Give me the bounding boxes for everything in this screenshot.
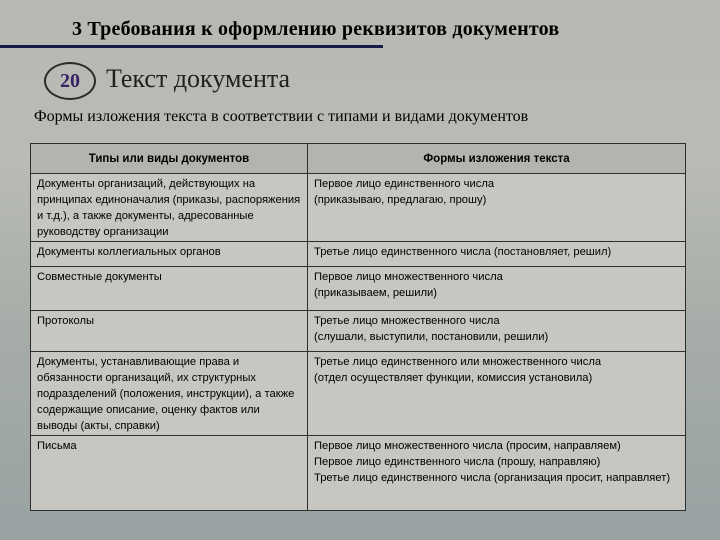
table-row <box>31 311 686 352</box>
column-header-types: Типы или виды документов <box>31 144 308 174</box>
text-form-cell <box>308 352 686 436</box>
table-header-row <box>31 144 686 174</box>
table-caption: Формы изложения текста в соответствии с типами и видами документов <box>34 108 529 125</box>
requirements-table <box>30 143 686 511</box>
text-form-line: Первое лицо единственного числа (прошу, направляю) <box>314 456 601 468</box>
text-form-line: Первое лицо множественного числа <box>314 271 503 283</box>
title-underline <box>0 45 383 48</box>
slide-title: 3 Требования к оформлению реквизитов документов <box>72 18 560 40</box>
document-type-cell: Документы, устанавливающие права и обязанности организаций, их структурных подразделений (положения, инструкции), а также содержащие описание, оценку фактов или выводы (акты, справки) <box>31 352 308 436</box>
text-form-line: Третье лицо единственного или множественного числа <box>314 356 602 368</box>
document-type-cell: Совместные документы <box>31 267 308 311</box>
text-form-cell <box>308 242 686 267</box>
text-form-line: (приказываю, предлагаю, прошу) <box>314 194 487 206</box>
text-form-line: Первое лицо множественного числа (просим, направляем) <box>314 440 621 452</box>
section-number-badge: 20 <box>44 62 96 100</box>
section-title: Текст документа <box>106 64 291 93</box>
column-header-forms: Формы изложения текста <box>308 144 686 174</box>
text-form-line: (слушали, выступили, постановили, решили) <box>314 331 549 343</box>
text-form-cell <box>308 267 686 311</box>
text-form-cell <box>308 436 686 511</box>
text-form-line: Третье лицо единственного числа (постановляет, решил) <box>314 246 612 258</box>
table-row <box>31 436 686 511</box>
text-form-line: (приказываем, решили) <box>314 287 438 299</box>
document-type-cell: Документы коллегиальных органов <box>31 242 308 267</box>
text-form-cell <box>308 174 686 242</box>
table-row <box>31 242 686 267</box>
text-form-cell <box>308 311 686 352</box>
document-type-cell: Письма <box>31 436 308 511</box>
table-row <box>31 352 686 436</box>
table-row <box>31 267 686 311</box>
text-form-line: Третье лицо множественного числа <box>314 315 500 327</box>
text-form-line: Первое лицо единственного числа <box>314 178 495 190</box>
document-type-cell: Протоколы <box>31 311 308 352</box>
text-form-line: Третье лицо единственного числа (организация просит, направляет) <box>314 472 671 484</box>
text-form-line: (отдел осуществляет функции, комиссия установила) <box>314 372 593 384</box>
table-row <box>31 174 686 242</box>
document-type-cell: Документы организаций, действующих на принципах единоначалия (приказы, распоряжения и т.д.), а также документы, адресованные руководству организации <box>31 174 308 242</box>
